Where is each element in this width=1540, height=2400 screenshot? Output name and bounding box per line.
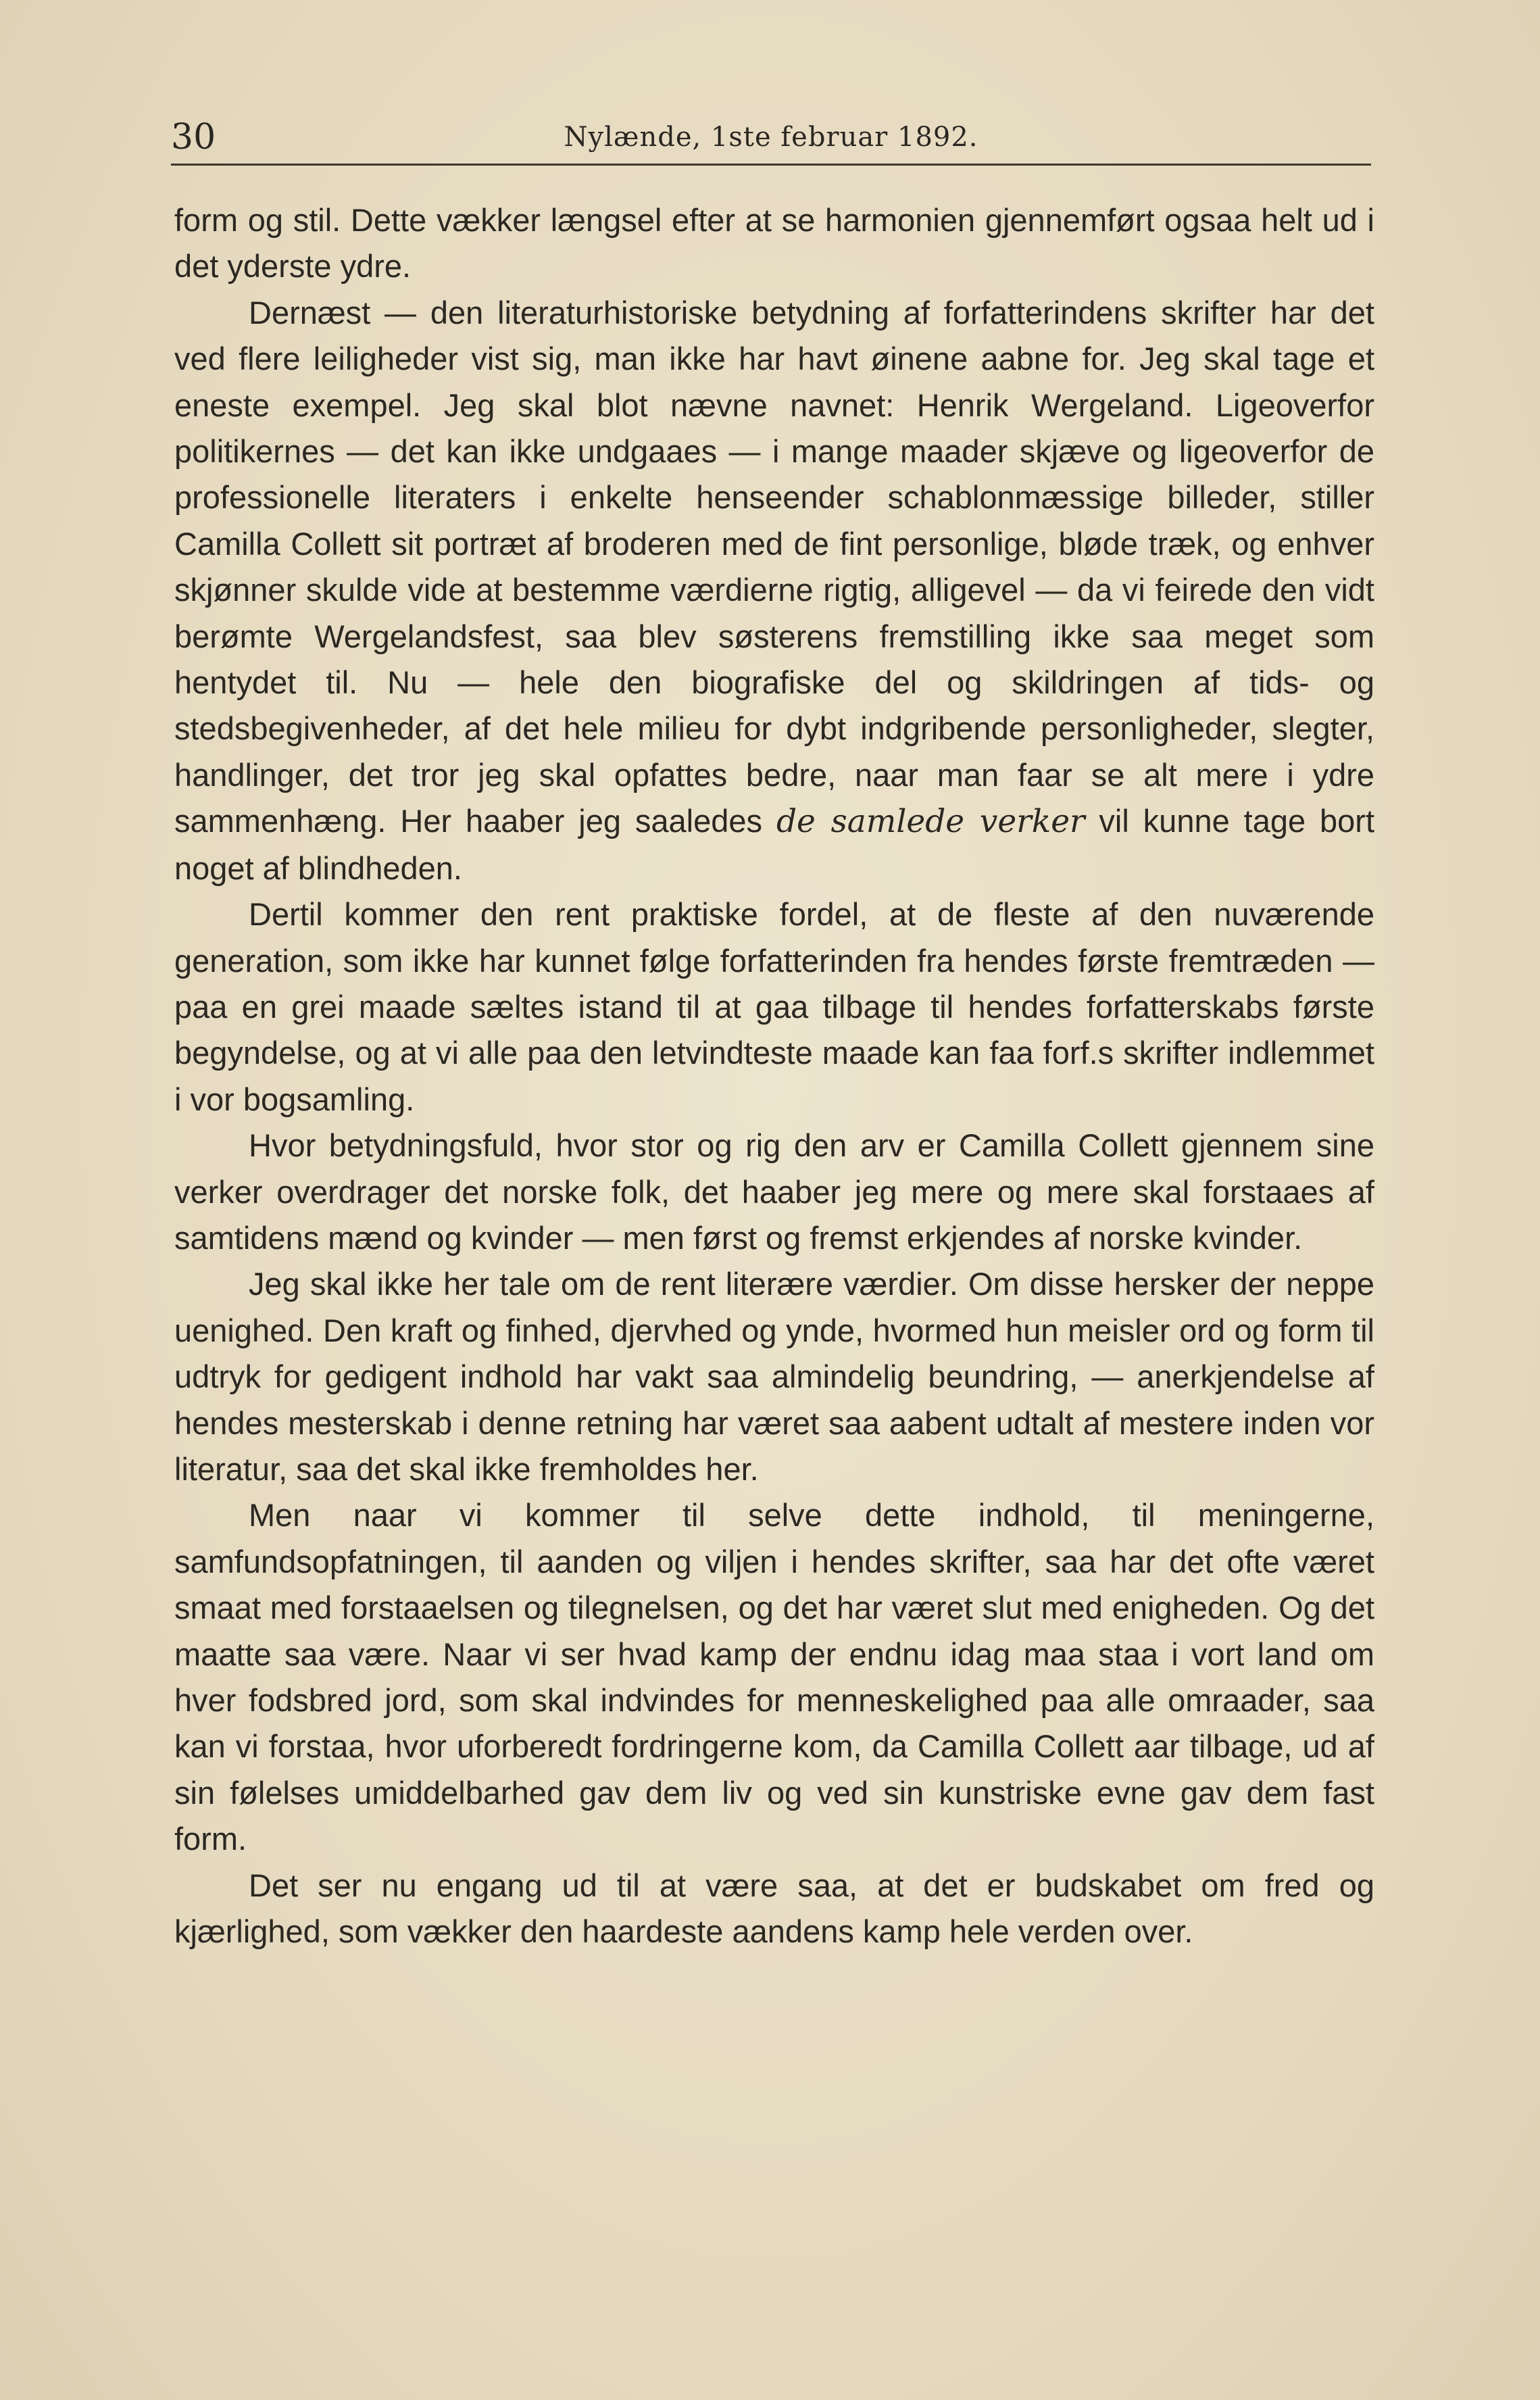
paragraph-3: Dertil kommer den rent praktiske fordel, at de fleste af den nuværende generation, som ikke har kunnet følge forfatterinden fra hendes første fremtræden — paa en grei maade sæltes istand til at gaa tilbage til hendes forfatterskabs første begyndelse, og at vi alle paa den letvindteste maade kan faa forf.s skrifter indlemmet i vor bogsamling.: [174, 896, 1374, 1117]
running-title: Nylænde, 1ste februar 1892.: [564, 122, 978, 153]
paragraph-7: Det ser nu engang ud til at være saa, at det er budskabet om fred og kjærlighed, som vækker den haardeste aandens kamp hele verden over.: [174, 1867, 1374, 1950]
page-number: 30: [171, 117, 216, 157]
header-rule: [171, 164, 1371, 166]
paragraph-2-text-after: vil kunne tage bort noget af blindheden.: [174, 803, 1375, 886]
paragraph-5: Jeg skal ikke her tale om de rent literære værdier. Om disse hersker der neppe uenighed. Den kraft og finhed, djervhed og ynde, hvormed hun meisler ord og form til udtryk for gedigent indhold har vakt saa almindelig beundring, — anerkjendelse af hendes mesterskab i denne retning har været saa aabent udtalt af mestere inden vor literatur, saa det skal ikke fremholdes her.: [174, 1266, 1374, 1487]
page-header: [171, 114, 1371, 161]
work-title-italic: de samlede verker: [776, 803, 1085, 841]
article-body: [174, 197, 1374, 1955]
paragraph-2: [174, 290, 1374, 891]
paragraph-1: form og stil. Dette vækker længsel efter at se harmonien gjennemført ogsaa helt ud i det yderste ydre.: [174, 202, 1374, 285]
paragraph-4: Hvor betydningsfuld, hvor stor og rig den arv er Camilla Collett gjennem sine verker overdrager det norske folk, det haaber jeg mere og mere skal forstaaes af samtidens mænd og kvinder — men først og fremst erkjendes af norske kvinder.: [174, 1127, 1374, 1256]
paragraph-6: Men naar vi kommer til selve dette indhold, til meningerne, samfundsopfatningen, til aanden og viljen i hendes skrifter, saa har det ofte været smaat med forstaaelsen og tilegnelsen, og det har været slut med enigheden. Og det maatte saa være. Naar vi ser hvad kamp der endnu idag maa staa i vort land om hver fodsbred jord, som skal indvindes for menneskelighed paa alle omraader, saa kan vi forstaa, hvor uforberedt fordringerne kom, da Camilla Collett aar tilbage, ud af sin følelses umiddelbarhed gav dem liv og ved sin kunstriske evne gav dem fast form.: [174, 1497, 1374, 1857]
paragraph-2-text: Dernæst — den literaturhistoriske betydning af forfatterindens skrifter har det ved flere leiligheder vist sig, man ikke har havt øinene aabne for. Jeg skal tage et eneste exempel. Jeg skal blot nævne navnet: Henrik Wergeland. Ligeoverfor politikernes — det kan ikke undgaaes — i mange maader skjæve og ligeoverfor de professionelle literaters i enkelte henseender schablonmæssige billeder, stiller Camilla Collett sit portræt af broderen med de fint personlige, bløde træk, og enhver skjønner skulde vide at bestemme værdierne rigtig, alligevel — da vi feirede den vidt berømte Wergelandsfest, saa blev søsterens fremstilling ikke saa meget som hentydet til. Nu — hele den biografiske del og skildringen af tids- og stedsbegivenheder, af det hele milieu for dybt indgribende personligheder, slegter, handlinger, det tror jeg skal opfattes bedre, naar man faar se alt mere i ydre sammenhæng. Her haaber jeg saaledes: [174, 294, 1374, 839]
